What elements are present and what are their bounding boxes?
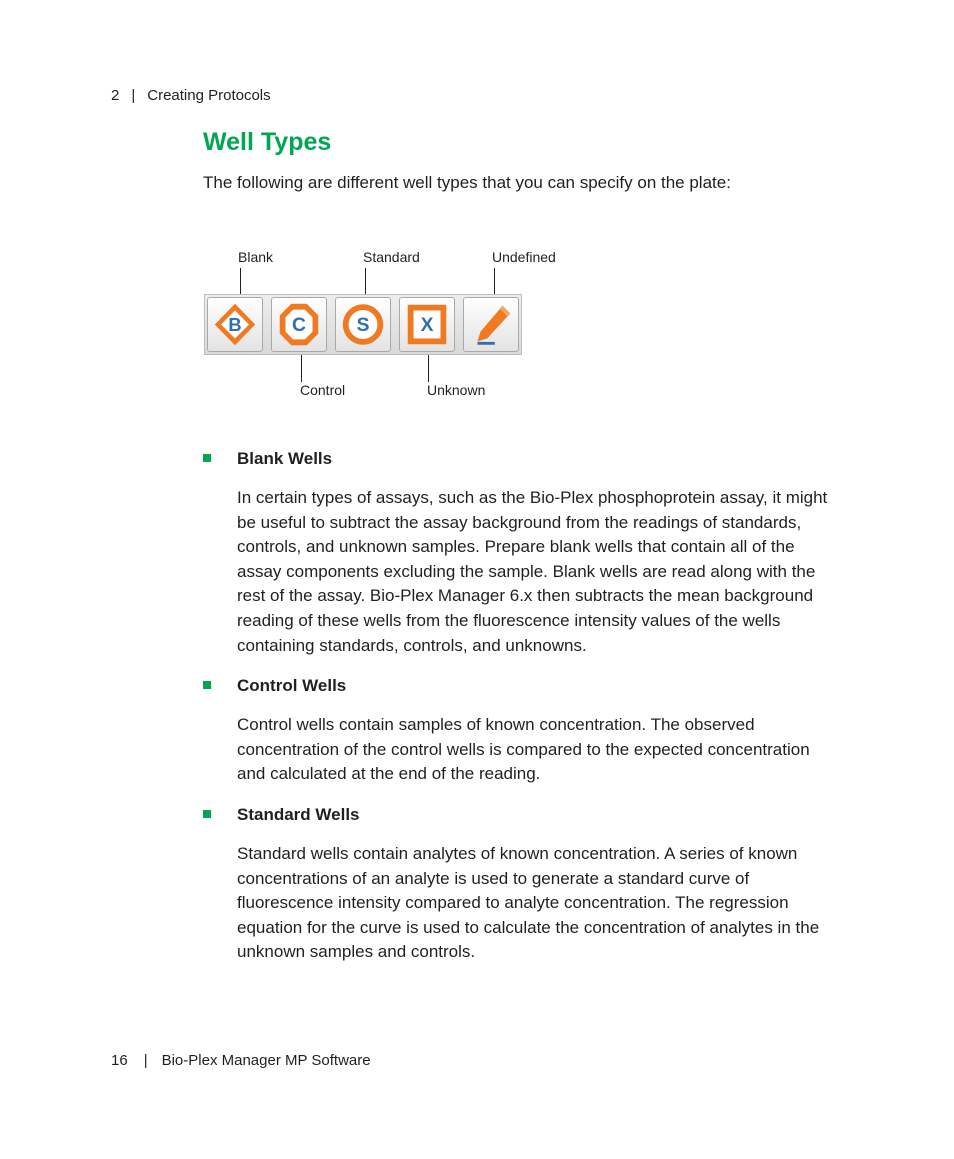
standard-well-button[interactable]: [335, 297, 391, 352]
callout-standard-line: [365, 268, 366, 295]
eraser-pencil-icon: [464, 298, 518, 351]
section-heading-text: Blank Wells: [237, 449, 333, 468]
header-page-number: 2: [111, 87, 120, 104]
callout-undefined-line: [494, 268, 495, 295]
bullet-icon: [203, 681, 211, 689]
footer-page-number: 16: [111, 1052, 128, 1069]
callout-blank-line: [240, 268, 241, 295]
header-separator: |: [131, 87, 136, 104]
footer-separator: |: [143, 1052, 148, 1069]
callout-standard-label: Standard: [363, 249, 420, 265]
section-heading-standard-wells: [203, 805, 360, 825]
page-header: [111, 87, 271, 104]
bullet-icon: [203, 454, 211, 462]
control-octagon-icon: [272, 298, 326, 351]
callout-control-line: [301, 355, 302, 382]
section-heading-control-wells: [203, 676, 346, 696]
section-heading-blank-wells: [203, 449, 332, 469]
callout-blank-label: Blank: [238, 249, 274, 265]
undefined-well-button[interactable]: [463, 297, 519, 352]
section-heading-text: Control Wells: [237, 676, 347, 695]
page-title: Well Types: [203, 128, 332, 156]
bullet-icon: [203, 810, 211, 818]
callout-unknown-line: [428, 355, 429, 382]
footer-product: Bio-Plex Manager MP Software: [161, 1052, 371, 1069]
header-chapter: Creating Protocols: [147, 87, 271, 104]
control-glyph: C: [292, 315, 306, 337]
standard-circle-icon: [336, 298, 390, 351]
intro-text: The following are different well types that you can specify on the plate:: [203, 173, 731, 192]
unknown-square-icon: [400, 298, 454, 351]
blank-glyph: B: [228, 313, 242, 335]
control-well-button[interactable]: [271, 297, 327, 352]
section-text-standard-wells: Standard wells contain analytes of known concentration. A series of known concentrations of an analyte is used to generate a standard curve of fluorescence intensity compared to analyte concentration. The regression equation for the curve is used to calculate the concentration of analytes in the unknown samples and controls.: [237, 844, 820, 962]
unknown-glyph: X: [420, 315, 434, 337]
unknown-well-button[interactable]: [399, 297, 455, 352]
section-heading-text: Standard Wells: [237, 805, 360, 824]
callout-unknown-label: Unknown: [427, 382, 486, 398]
callout-control-label: Control: [300, 382, 346, 398]
callout-undefined-label: Undefined: [492, 249, 556, 265]
standard-glyph: S: [356, 315, 370, 337]
section-text-blank-wells: In certain types of assays, such as the Bio-Plex phosphoprotein assay, it might be useful to subtract the assay background from the readings of standards, controls, and unknown samples. Prepare blank wells that contain all of the assay components excluding the sample. Blank wells are read along with the rest of the assay. Bio-Plex Manager 6.x then subtracts the mean background reading of these wells from the fluorescence intensity values of the wells containing standards, controls, and unknowns.: [237, 488, 828, 655]
blank-diamond-icon: [208, 298, 262, 351]
well-type-toolbar: [204, 294, 522, 355]
section-text-control-wells: Control wells contain samples of known concentration. The observed concentration of the control wells is compared to the expected concentration and calculated at the end of the reading.: [237, 715, 810, 784]
page-footer: [111, 1052, 371, 1069]
blank-well-button[interactable]: [207, 297, 263, 352]
